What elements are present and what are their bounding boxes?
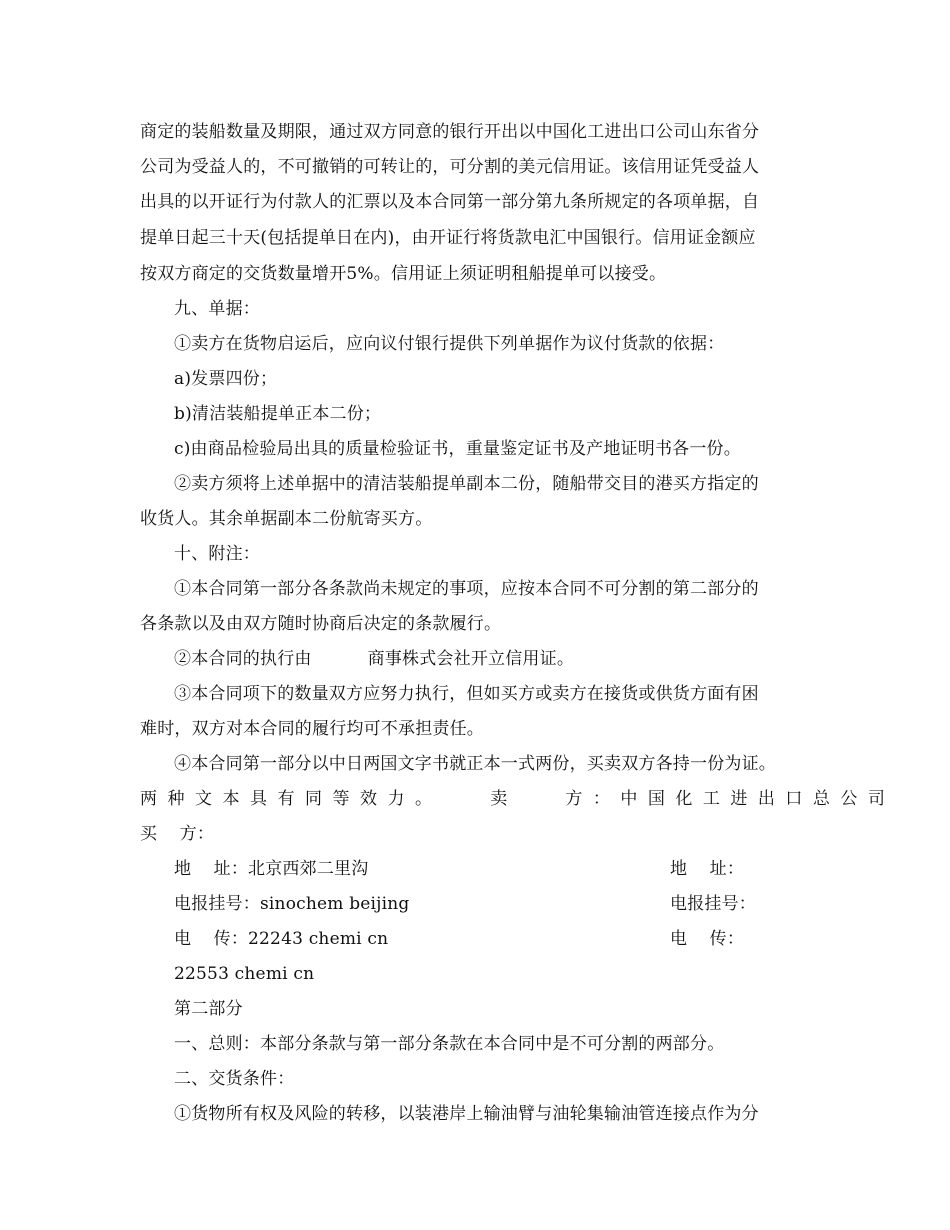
body-line: 各条款以及由双方随时协商后决定的条款履行。 — [140, 614, 502, 634]
body-line: ①卖方在货物启运后，应向议付银行提供下列单据作为议付货款的依据： — [174, 334, 725, 354]
section-heading-documents: 九、单据： — [174, 299, 260, 319]
seller-telex-2: 22553 chemi cn — [174, 964, 315, 984]
seller-cable: 电报挂号：sinochem beijing — [174, 894, 410, 914]
buyer-cable-label: 电报挂号： — [670, 894, 756, 914]
section-heading-notes: 十、附注： — [174, 544, 260, 564]
body-line: 按双方商定的交货数量增开5%。信用证上须证明租船提单可以接受。 — [140, 264, 667, 284]
body-line: ②卖方须将上述单据中的清洁装船提单副本二份，随船带交目的港买方指定的 — [174, 474, 759, 494]
body-line: 难时，双方对本合同的履行均可不承担责任。 — [140, 719, 484, 739]
body-line: 公司为受益人的，不可撤销的可转让的，可分割的美元信用证。该信用证凭受益人 — [140, 157, 760, 177]
seller-telex: 电 传：22243 chemi cn — [174, 929, 389, 949]
buyer-label: 买 方： — [140, 824, 215, 844]
body-line: 提单日起三十天(包括提单日在内)，由开证行将货款电汇中国银行。信用证金额应 — [140, 228, 756, 248]
body-line: 商定的装船数量及期限，通过双方同意的银行开出以中国化工进出口公司山东省分 — [140, 122, 760, 142]
body-line: ③本合同项下的数量双方应努力执行，但如买方或卖方在接货或供货方面有困 — [174, 684, 759, 704]
body-line: ①本合同第一部分各条款尚未规定的事项，应按本合同不可分割的第二部分的 — [174, 579, 759, 599]
body-line: ②本合同的执行由 商事株式会社开立信用证。 — [174, 649, 575, 669]
list-item: b)清洁装船提单正本二份； — [174, 404, 382, 424]
list-item: a)发票四份； — [174, 369, 278, 389]
body-line: 一、总则：本部分条款与第一部分条款在本合同中是不可分割的两部分。 — [174, 1034, 725, 1054]
seller-line: 两种文本具有同等效力。 卖 方：中国化工进出口总公司 — [140, 789, 896, 809]
section-heading-delivery: 二、交货条件： — [174, 1069, 295, 1089]
buyer-telex-label: 电 传： — [670, 929, 745, 949]
buyer-address-label: 地 址： — [670, 859, 745, 879]
body-line: 收货人。其余单据副本二份航寄买方。 — [140, 509, 433, 529]
body-line: ①货物所有权及风险的转移，以装港岸上输油臂与油轮集输油管连接点作为分 — [174, 1104, 759, 1124]
part-two-heading: 第二部分 — [174, 999, 243, 1019]
body-line: ④本合同第一部分以中日两国文字书就正本一式两份，买卖双方各持一份为证。 — [174, 754, 776, 774]
list-item: c)由商品检验局出具的质量检验证书，重量鉴定证书及产地证明书各一份。 — [174, 439, 741, 459]
body-line: 出具的以开证行为付款人的汇票以及本合同第一部分第九条所规定的各项单据，自 — [140, 192, 760, 212]
seller-address: 地 址：北京西郊二里沟 — [174, 859, 369, 879]
